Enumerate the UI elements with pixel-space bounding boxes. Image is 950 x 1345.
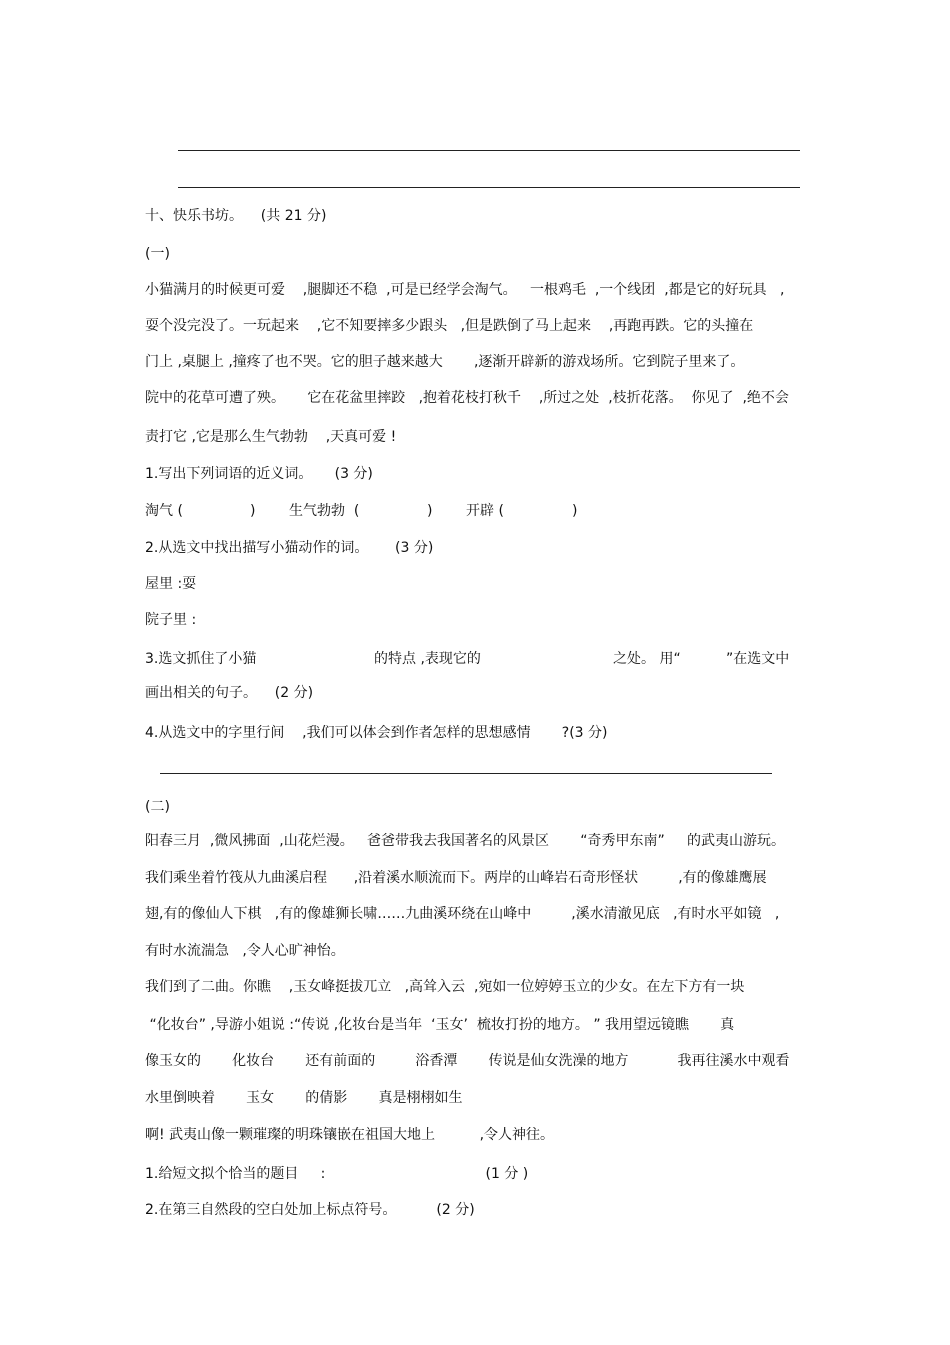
question-3: 3.选文抓住了小猫 — [145, 651, 257, 667]
passage-line: 阳春三月 ,微风拂面 ,山花烂漫。 爸爸带我去我国著名的风景区 “奇秀甲东南” 的武夷山游玩。 — [145, 833, 785, 849]
passage-line: 水里倒映着 玉女 的倩影 真是栩栩如生 — [145, 1090, 463, 1106]
synonym-blank-close: ) — [250, 503, 256, 519]
answer-line — [178, 187, 800, 188]
answer-line — [178, 150, 800, 151]
answer-line — [160, 773, 772, 774]
question-1: 1.写出下列词语的近义词。 (3 分) — [145, 466, 373, 482]
passage-line: 门上 ,桌腿上 ,撞疼了也不哭。它的胆子越来越大 ,逐渐开辟新的游戏场所。它到院子里来了。 — [145, 354, 745, 370]
passage-line: 耍个没完没了。一玩起来 ,它不知要摔多少跟头 ,但是跌倒了马上起来 ,再跑再跌。它的头撞在 — [145, 318, 754, 334]
synonym-word: 淘气 ( — [145, 503, 183, 519]
part-one-label: (一) — [145, 246, 170, 262]
question-3-line2: 画出相关的句子。 (2 分) — [145, 685, 314, 701]
passage-line: “化妆台” ,导游小姐说 :“传说 ,化妆台是当年 ‘玉女’ 梳妆打扮的地方。 ” 我用望远镜瞧 真 — [145, 1017, 735, 1033]
synonym-blank-close: ) — [427, 503, 433, 519]
passage-line: 我们到了二曲。你瞧 ,玉女峰挺拔兀立 ,高耸入云 ,宛如一位婷婷玉立的少女。在左下方有一块 — [145, 979, 745, 995]
question-1: 1.给短文拟个恰当的题目 : (1 分 ) — [145, 1166, 529, 1182]
question-3-text: 之处。 用“ — [613, 651, 681, 667]
question-2: 2.在第三自然段的空白处加上标点符号。 (2 分) — [145, 1202, 475, 1218]
passage-line: 我们乘坐着竹筏从九曲溪启程 ,沿着溪水顺流而下。两岸的山峰岩石奇形怪状 ,有的像雄鹰展 — [145, 870, 767, 886]
question-3-text: 的特点 ,表现它的 — [374, 651, 481, 667]
question-4: 4.从选文中的字里行间 ,我们可以体会到作者怎样的思想感情 ?(3 分) — [145, 725, 608, 741]
passage-line: 像玉女的 化妆台 还有前面的 浴香潭 传说是仙女洗澡的地方 我再往溪水中观看 — [145, 1053, 790, 1069]
answer-yard: 院子里 : — [145, 612, 197, 628]
passage-line: 院中的花草可遭了殃。 它在花盆里摔跤 ,抱着花枝打秋千 ,所过之处 ,枝折花落。 你见了 ,绝不会 — [145, 390, 789, 406]
synonym-blank-close: ) — [572, 503, 578, 519]
passage-line: 小猫满月的时候更可爱 ,腿脚还不稳 ,可是已经学会淘气。 一根鸡毛 ,一个线团 ,都是它的好玩具 , — [145, 282, 785, 298]
passage-line: 责打它 ,它是那么生气勃勃 ,天真可爱 ! — [145, 429, 397, 445]
section-title: 十、快乐书坊。 (共 21 分) — [145, 208, 327, 224]
question-2: 2.从选文中找出描写小猫动作的词。 (3 分) — [145, 540, 434, 556]
passage-line: 翅,有的像仙人下棋 ,有的像雄狮长啸……九曲溪环绕在山峰中 ,溪水清澈见底 ,有时水平如镜 , — [145, 906, 780, 922]
passage-line: 有时水流湍急 ,令人心旷神怡。 — [145, 943, 345, 959]
answer-indoor: 屋里 :耍 — [145, 576, 197, 592]
passage-line: 啊! 武夷山像一颗璀璨的明珠镶嵌在祖国大地上 ,令人神往。 — [145, 1127, 555, 1143]
synonym-word: 生气勃勃 ( — [289, 503, 360, 519]
part-two-label: (二) — [145, 799, 170, 815]
question-3-text: ”在选文中 — [726, 651, 790, 667]
synonym-word: 开辟 ( — [466, 503, 504, 519]
